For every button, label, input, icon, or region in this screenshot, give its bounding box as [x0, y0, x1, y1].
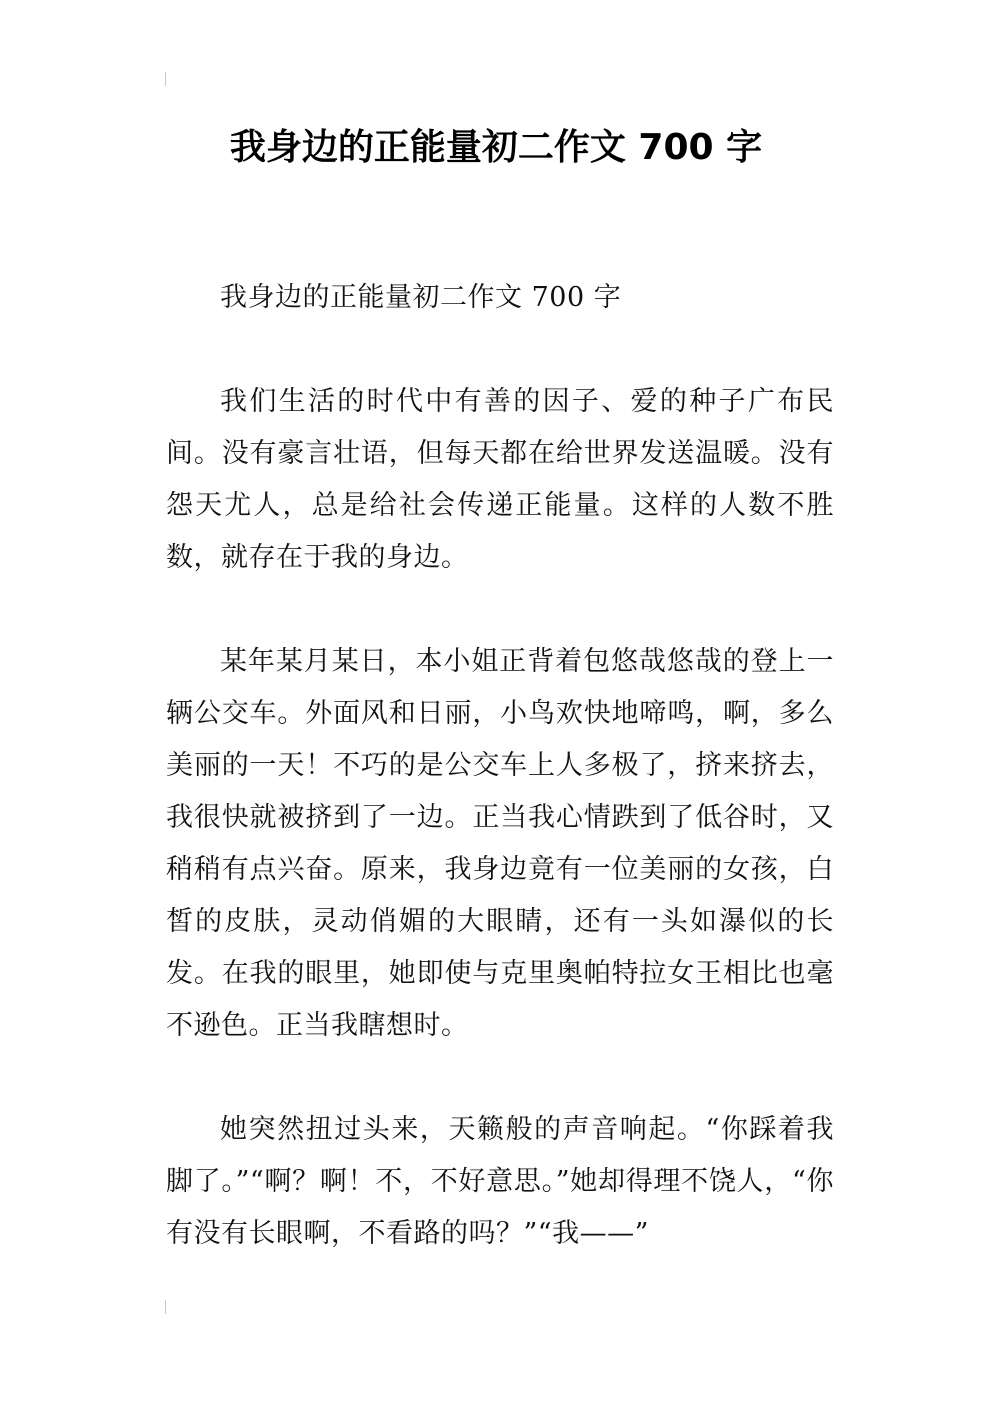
- page-corner-mark-top: [165, 72, 166, 86]
- paragraph-1: 我们生活的时代中有善的因子、爱的种子广布民间。没有豪言壮语，但每天都在给世界发送温暖。没有怨天尤人，总是给社会传递正能量。这样的人数不胜数，就存在于我的身边。: [166, 386, 834, 573]
- paragraph-3: 她突然扭过头来，天籁般的声音响起。“你踩着我脚了。”“啊？啊！不，不好意思。”她却得理不饶人，“你有没有长眼啊，不看路的吗？”“我——”: [166, 1114, 834, 1249]
- paragraph-2: 某年某月某日，本小姐正背着包悠哉悠哉的登上一辆公交车。外面风和日丽，小鸟欢快地啼鸣，啊，多么美丽的一天！不巧的是公交车上人多极了，挤来挤去，我很快就被挤到了一边。正当我心情跌到了低谷时，又稍稍有点兴奋。原来，我身边竟有一位美丽的女孩，白皙的皮肤，灵动俏媚的大眼睛，还有一头如瀑似的长发。在我的眼里，她即使与克里奥帕特拉女王相比也毫不逊色。正当我瞎想时。: [166, 646, 834, 1041]
- document-subtitle: 我身边的正能量初二作文 700 字: [220, 282, 622, 313]
- page-corner-mark-bottom: [165, 1300, 166, 1314]
- document-title: 我身边的正能量初二作文 700 字: [229, 127, 763, 168]
- document-body: [166, 272, 834, 1312]
